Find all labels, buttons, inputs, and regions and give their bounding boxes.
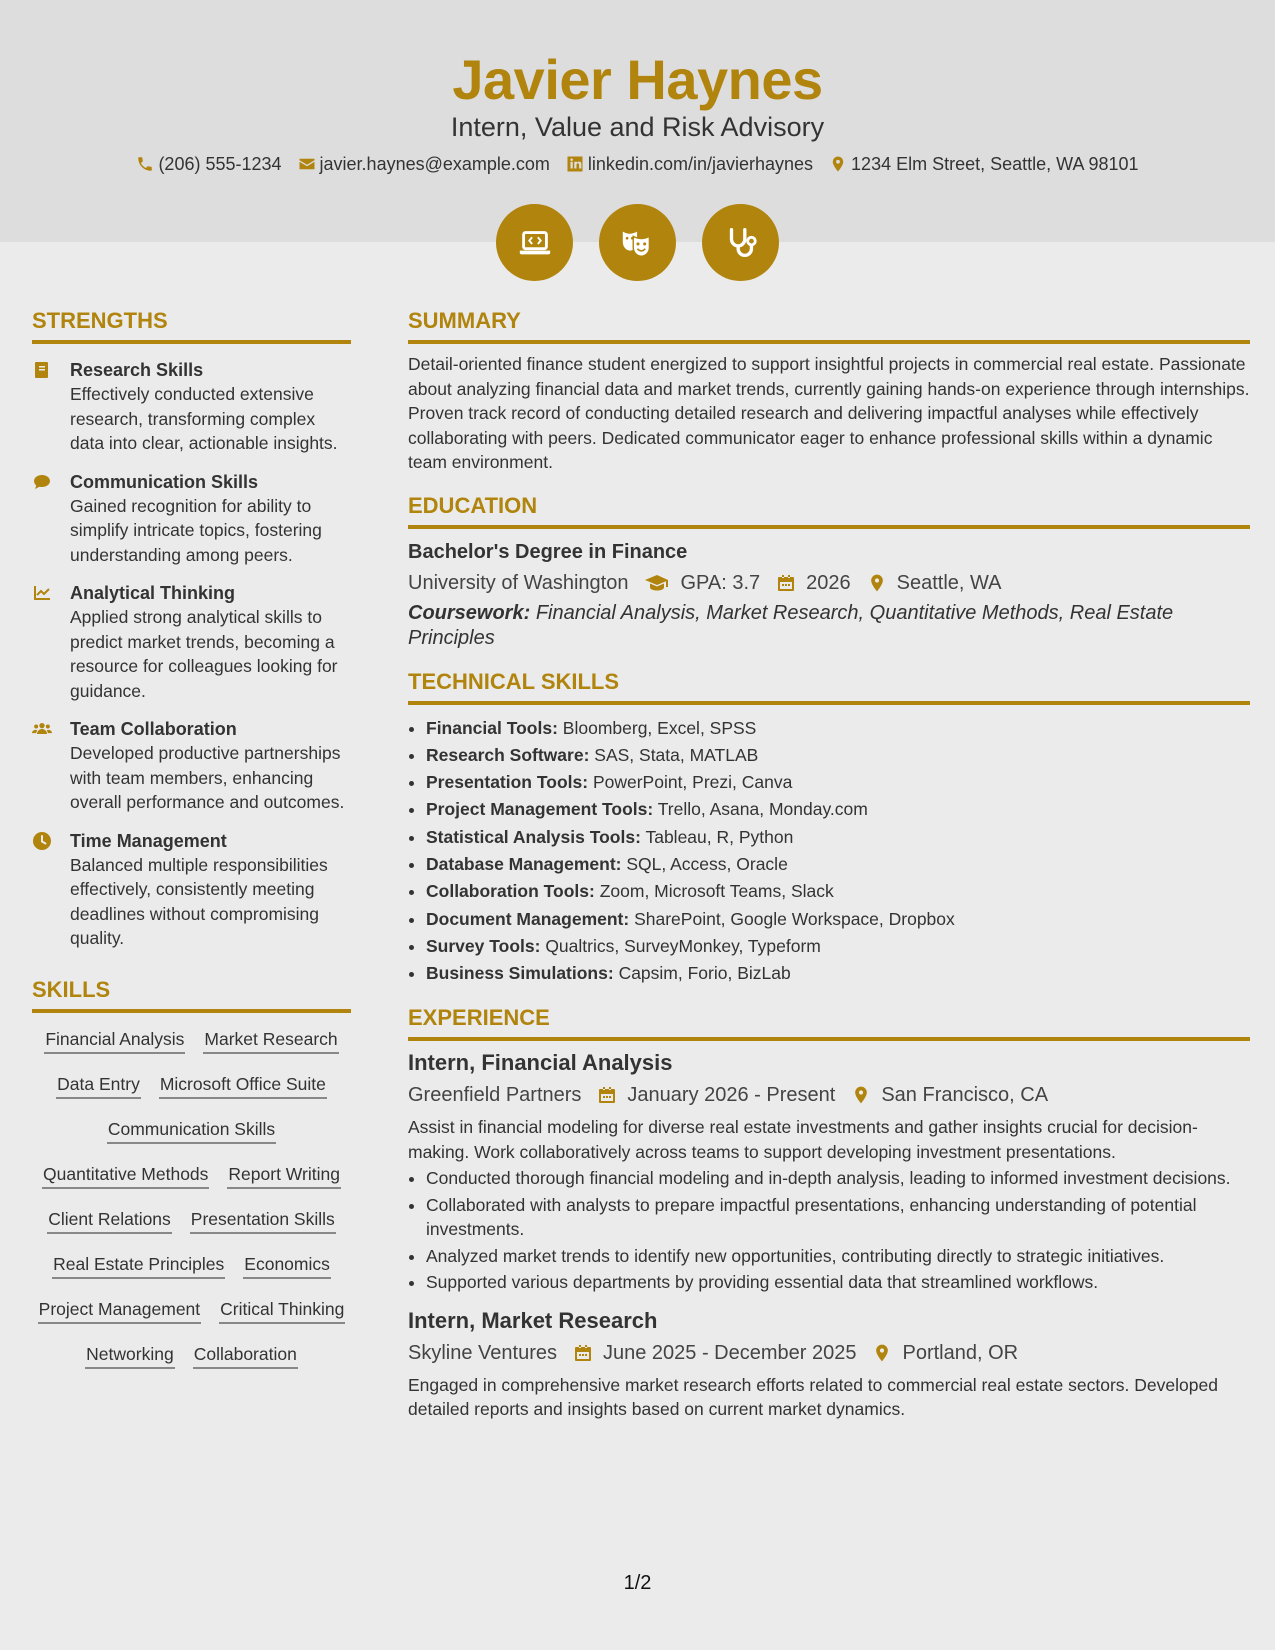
skill-label: Collaboration Tools: <box>426 881 595 902</box>
education-school <box>408 569 628 597</box>
location-pin-icon <box>851 1085 871 1105</box>
graduation-cap-icon <box>644 573 670 593</box>
experience-heading: EXPERIENCE <box>408 1005 1250 1041</box>
job-company <box>408 1339 557 1367</box>
list-item <box>426 742 1250 769</box>
skill-label: Presentation Tools: <box>426 772 589 793</box>
calendar-icon <box>573 1343 593 1363</box>
skill-value: Trello, Asana, Monday.com <box>657 799 868 820</box>
skill-label: Research Software: <box>426 744 590 765</box>
location-text: San Francisco, CA <box>881 1084 1049 1107</box>
job-location <box>851 1081 1048 1109</box>
book-icon <box>32 360 52 380</box>
job-dates <box>573 1339 857 1367</box>
strength-item <box>32 358 351 456</box>
skill-tag: Real Estate Principles <box>52 1252 225 1279</box>
job-meta <box>408 1339 1250 1367</box>
skill-tag: Communication Skills <box>107 1117 276 1144</box>
skill-tag: Critical Thinking <box>219 1297 345 1324</box>
skill-value: PowerPoint, Prezi, Canva <box>592 772 793 793</box>
location-pin-icon <box>872 1343 892 1363</box>
skill-label: Financial Tools: <box>426 717 558 738</box>
technical-skills-list <box>408 715 1250 988</box>
list-item <box>426 796 1250 823</box>
school-text: University of Washington <box>408 571 629 594</box>
year-text: 2026 <box>806 571 851 594</box>
skill-tag: Collaboration <box>193 1342 298 1369</box>
phone-text: (206) 555-1234 <box>158 154 282 174</box>
list-item <box>426 769 1250 796</box>
company-text: Greenfield Partners <box>408 1084 582 1107</box>
strength-text: Developed productive partnerships with team members, enhancing overall performance and outcomes. <box>70 743 345 812</box>
masks-theater-icon <box>599 204 676 281</box>
gpa-text: GPA: 3.7 <box>680 571 761 594</box>
envelope-icon <box>298 155 316 173</box>
job-company <box>408 1081 581 1109</box>
location-pin-icon <box>867 573 887 593</box>
email-text: javier.haynes@example.com <box>319 154 550 174</box>
skill-label: Business Simulations: <box>426 963 614 984</box>
skill-value: Tableau, R, Python <box>645 826 794 847</box>
candidate-title: Intern, Value and Risk Advisory <box>450 112 825 142</box>
skill-tag: Presentation Skills <box>190 1207 336 1234</box>
skill-value: SQL, Access, Oracle <box>626 853 788 874</box>
education-year <box>776 569 851 597</box>
strength-text: Applied strong analytical skills to predict market trends, becoming a resource for colleagues looking for guidance. <box>70 607 338 701</box>
contact-row <box>0 152 1275 176</box>
calendar-icon <box>597 1085 617 1105</box>
contact-address <box>829 152 1139 176</box>
skill-tag: Client Relations <box>47 1207 172 1234</box>
list-item <box>426 906 1250 933</box>
job-title: Intern, Financial Analysis <box>408 1050 673 1076</box>
chart-line-icon <box>32 583 52 603</box>
skill-tag: Report Writing <box>227 1162 341 1189</box>
skill-tag: Microsoft Office Suite <box>159 1072 327 1099</box>
skill-tag: Market Research <box>203 1027 338 1054</box>
job-bullets <box>408 1166 1250 1295</box>
coursework-label: Coursework: <box>408 601 531 624</box>
calendar-icon <box>776 573 796 593</box>
skill-value: Qualtrics, SurveyMonkey, Typeform <box>545 935 821 956</box>
strength-title: Research Skills <box>70 360 204 380</box>
header <box>0 0 1275 242</box>
skill-tag: Quantitative Methods <box>42 1162 209 1189</box>
list-item <box>426 960 1250 987</box>
skill-value: Capsim, Forio, BizLab <box>618 963 791 984</box>
hobby-icons <box>0 204 1275 281</box>
skill-tag: Financial Analysis <box>44 1027 185 1054</box>
skill-value: SharePoint, Google Workspace, Dropbox <box>634 908 955 929</box>
strength-text: Balanced multiple responsibilities effectively, consistently meeting deadlines without compromising quality. <box>70 854 328 948</box>
contact-linkedin[interactable] <box>566 152 813 176</box>
linkedin-icon <box>566 155 584 173</box>
list-item: • Conducted thorough financial modeling and in-depth analysis, leading to informed investment decisions. <box>426 1166 1250 1191</box>
linkedin-text: linkedin.com/in/javierhaynes <box>587 154 814 174</box>
stethoscope-icon <box>702 204 779 281</box>
job-description: Engaged in comprehensive market research efforts related to commercial real estate sectors. Developed detailed reports and insights based on current market dynamics. <box>408 1374 1218 1420</box>
strength-item <box>32 581 351 703</box>
coursework <box>408 601 1250 651</box>
strength-text: Effectively conducted extensive research, transforming complex data into clear, actionable insights. <box>70 384 338 453</box>
list-item: • Collaborated with analysts to prepare impactful presentations, enhancing understanding of potential investments. <box>426 1193 1250 1242</box>
skills-heading: SKILLS <box>32 977 351 1013</box>
candidate-name: Javier Haynes <box>452 48 823 111</box>
skill-value: Bloomberg, Excel, SPSS <box>562 717 757 738</box>
comment-icon <box>32 472 52 492</box>
skill-label: Database Management: <box>426 853 622 874</box>
education-location <box>867 569 1002 597</box>
strength-text: Gained recognition for ability to simplify intricate topics, fostering understanding among peers. <box>70 495 322 565</box>
job-title: Intern, Market Research <box>408 1307 658 1333</box>
strength-item <box>32 829 351 951</box>
clock-icon <box>32 831 52 851</box>
location-text: Seattle, WA <box>896 571 1002 594</box>
summary-text: Detail-oriented finance student energized to support insightful projects in commercial real estate. Passionate about analyzing financial data and market trends, currently gaining hands-on experience through internships. Proven track record of conducting detailed research and delivering impactful analyses while effectively collaborating with peers. Dedicated communicator eager to enhance professional skills within a dynamic team environment. <box>408 354 1250 472</box>
skill-value: SAS, Stata, MATLAB <box>594 744 759 765</box>
skill-label: Statistical Analysis Tools: <box>426 826 641 847</box>
skill-tags <box>32 1027 351 1369</box>
dates-text: January 2026 - Present <box>627 1084 836 1107</box>
job-description: Assist in financial modeling for diverse real estate investments and gather insights crucial for decision-making. Work collaboratively across teams to support developing investment presentations. <box>408 1117 1198 1162</box>
list-item: • Supported various departments by providing essential data that streamlined workflows. <box>426 1270 1250 1295</box>
strength-title: Analytical Thinking <box>70 583 236 603</box>
list-item <box>426 715 1250 742</box>
dates-text: June 2025 - December 2025 <box>602 1341 857 1364</box>
technical-skills-heading: TECHNICAL SKILLS <box>408 669 1250 705</box>
skill-tag: Project Management <box>38 1297 201 1324</box>
skill-tag: Economics <box>243 1252 331 1279</box>
phone-icon <box>136 155 154 173</box>
job-meta <box>408 1081 1250 1109</box>
strength-title: Communication Skills <box>70 471 259 492</box>
location-pin-icon <box>829 155 847 173</box>
strength-item <box>32 717 351 815</box>
skill-label: Project Management Tools: <box>426 799 654 820</box>
right-column <box>408 308 1250 1422</box>
company-text: Skyline Ventures <box>408 1341 557 1364</box>
list-item <box>426 933 1250 960</box>
strengths-heading: STRENGTHS <box>32 308 351 344</box>
education-degree: Bachelor's Degree in Finance <box>408 540 688 563</box>
contact-phone[interactable] <box>136 152 281 176</box>
left-column <box>32 308 351 1369</box>
skill-tag: Data Entry <box>56 1072 141 1099</box>
education-meta <box>408 569 1250 597</box>
job-dates <box>597 1081 835 1109</box>
education-gpa <box>644 569 760 597</box>
job-entry <box>408 1307 1250 1422</box>
users-icon <box>32 719 52 739</box>
strength-item <box>32 470 351 568</box>
list-item <box>426 851 1250 878</box>
page-number: 1/2 <box>623 1572 652 1594</box>
skill-label: Survey Tools: <box>426 935 541 956</box>
education-heading: EDUCATION <box>408 493 1250 529</box>
summary-heading: SUMMARY <box>408 308 1250 344</box>
job-entry <box>408 1049 1250 1295</box>
list-item <box>426 824 1250 851</box>
list-item: • Analyzed market trends to identify new opportunities, contributing directly to strategic initiatives. <box>426 1244 1250 1269</box>
job-location <box>872 1339 1018 1367</box>
laptop-code-icon <box>496 204 573 281</box>
skill-value: Zoom, Microsoft Teams, Slack <box>599 881 834 902</box>
skill-tag: Networking <box>85 1342 175 1369</box>
location-text: Portland, OR <box>902 1341 1019 1364</box>
coursework-text: Financial Analysis, Market Research, Quantitative Methods, Real Estate Principles <box>408 601 1174 649</box>
list-item <box>426 878 1250 905</box>
strength-title: Time Management <box>70 830 227 851</box>
strength-title: Team Collaboration <box>70 719 237 739</box>
skill-label: Document Management: <box>426 908 630 929</box>
address-text: 1234 Elm Street, Seattle, WA 98101 <box>851 154 1139 174</box>
contact-email[interactable] <box>298 152 550 176</box>
